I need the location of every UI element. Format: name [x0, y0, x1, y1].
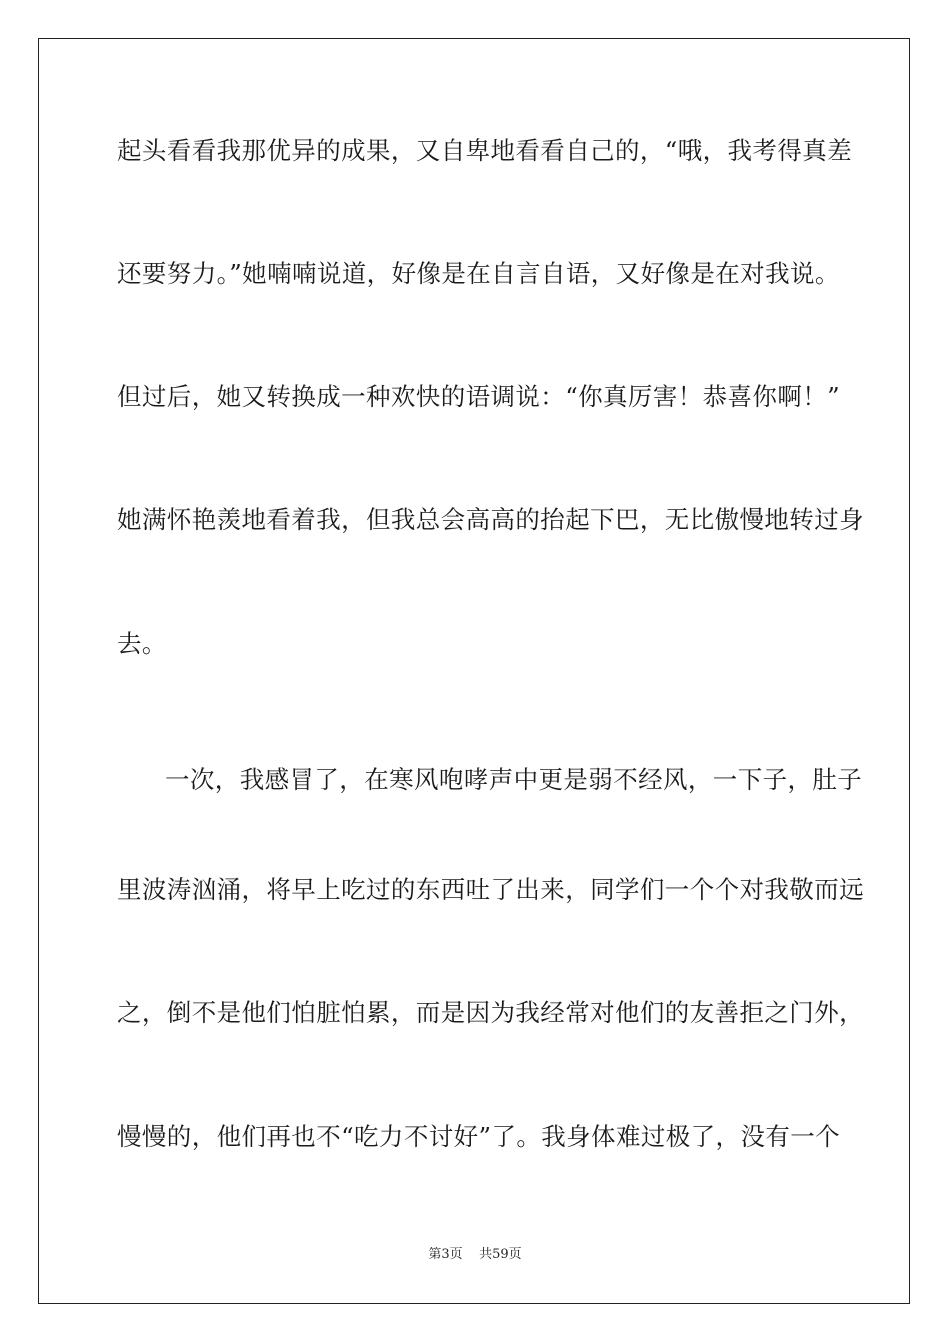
page-number: 第3页: [428, 1247, 463, 1262]
text-line-4: 她满怀艳羡地看着我，但我总会高高的抬起下巴，无比傲慢地转过身: [117, 505, 864, 534]
total-pages: 共59页: [479, 1247, 522, 1262]
text-line-5: 去。: [117, 629, 167, 658]
paragraph-start-line: 一次，我感冒了，在寒风咆哮声中更是弱不经风，一下子，肚子: [165, 765, 863, 794]
text-line-7: 里波涛汹涌，将早上吃过的东西吐了出来，同学们一个个对我敬而远: [117, 875, 864, 904]
page-footer: [0, 1247, 950, 1263]
text-line-9: 慢慢的，他们再也不“吃力不讨好”了。我身体难过极了，没有一个: [117, 1122, 841, 1151]
text-line-3: 但过后，她又转换成一种欢快的语调说：“你真厉害！恭喜你啊！”: [117, 382, 841, 411]
text-line-8: 之，倒不是他们怕脏怕累，而是因为我经常对他们的友善拒之门外，: [117, 998, 864, 1027]
text-line-2: 还要努力。”她喃喃说道，好像是在自言自语，又好像是在对我说。: [117, 259, 840, 288]
page-border: [38, 38, 910, 1304]
text-line-1: 起头看看我那优异的成果，又自卑地看看自己的，“哦，我考得真差: [117, 136, 853, 165]
